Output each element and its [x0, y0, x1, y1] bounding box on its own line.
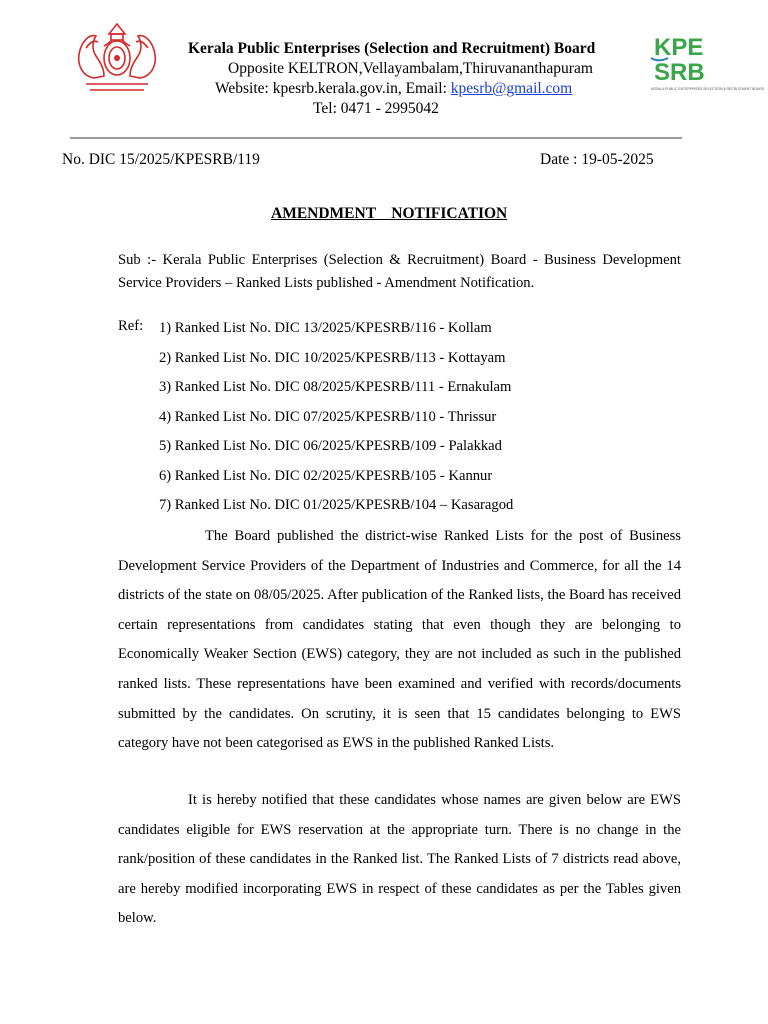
kerala-emblem-icon [64, 18, 170, 96]
logo-text-bottom: SRB [654, 59, 705, 86]
reference-item: 2) Ranked List No. DIC 10/2025/KPESRB/113 - Kottayam [159, 349, 506, 366]
notice-subject: Sub :- Kerala Public Enterprises (Selection & Recruitment) Board - Business Development Service Providers – Ranked Lists published - Amendment Notification. [118, 252, 681, 291]
reference-item: 1) Ranked List No. DIC 13/2025/KPESRB/116 - Kollam [159, 320, 492, 336]
notice-number: No. DIC 15/2025/KPESRB/119 [62, 151, 260, 168]
logo-caption: KERALA PUBLIC ENTERPRISES SELECTION & RECRUITMENT BOARD [651, 87, 765, 91]
kpesrb-logo [642, 30, 765, 100]
reference-item: 5) Ranked List No. DIC 06/2025/KPESRB/109 - Palakkad [159, 438, 502, 454]
org-website-line [215, 80, 572, 98]
reference-item: 7) Ranked List No. DIC 01/2025/KPESRB/104 – Kasaragod [159, 497, 514, 513]
reference-item: 6) Ranked List No. DIC 02/2025/KPESRB/105 - Kannur [159, 467, 493, 484]
kpesrb-logo-icon [642, 30, 765, 100]
org-telephone: Tel: 0471 - 2995042 [313, 100, 439, 117]
logo-text-top: KPE [654, 34, 704, 61]
header-divider [70, 137, 682, 139]
reference-list [159, 318, 513, 525]
notice-date: Date : 19-05-2025 [540, 151, 654, 168]
notice-heading: AMENDMENT NOTIFICATION [271, 205, 508, 222]
org-name: Kerala Public Enterprises (Selection and Recruitment) Board [188, 40, 596, 57]
email-link[interactable]: kpesrb@gmail.com [450, 80, 573, 97]
reference-item: 4) Ranked List No. DIC 07/2025/KPESRB/110 - Thrissur [159, 408, 497, 425]
website-text: Website: kpesrb.kerala.gov.in, Email: [215, 80, 451, 97]
body-paragraph-1: The Board published the district-wise Ranked Lists for the post of Business Development Service Providers of the Department of Industries and Commerce, for all the 14 districts of the state on 08/05/2025. After publication of the Ranked lists, the Board has received certain representations from candidates stating that even though they are belonging to Economically Weaker Section (EWS) category, they are not included as such in the published ranked lists. These representations have been examined and verified with records/documents submitted by the candidates. On scrutiny, it is seen that 15 candidates belonging to EWS category have not been categorised as EWS in the published Ranked Lists. [118, 528, 681, 752]
body-paragraph-2: It is hereby notified that these candidates whose names are given below are EWS candidates eligible for EWS reservation at the appropriate turn. There is no change in the rank/position of these candidates in the Ranked list. The Ranked Lists of 7 districts read above, are hereby modified incorporating EWS in respect of these candidates as per the Tables given below. [118, 792, 681, 927]
org-address: Opposite KELTRON,Vellayambalam,Thiruvananthapuram [228, 60, 593, 77]
reference-item: 3) Ranked List No. DIC 08/2025/KPESRB/111 - Ernakulam [159, 379, 512, 395]
ref-label: Ref: [118, 318, 144, 334]
